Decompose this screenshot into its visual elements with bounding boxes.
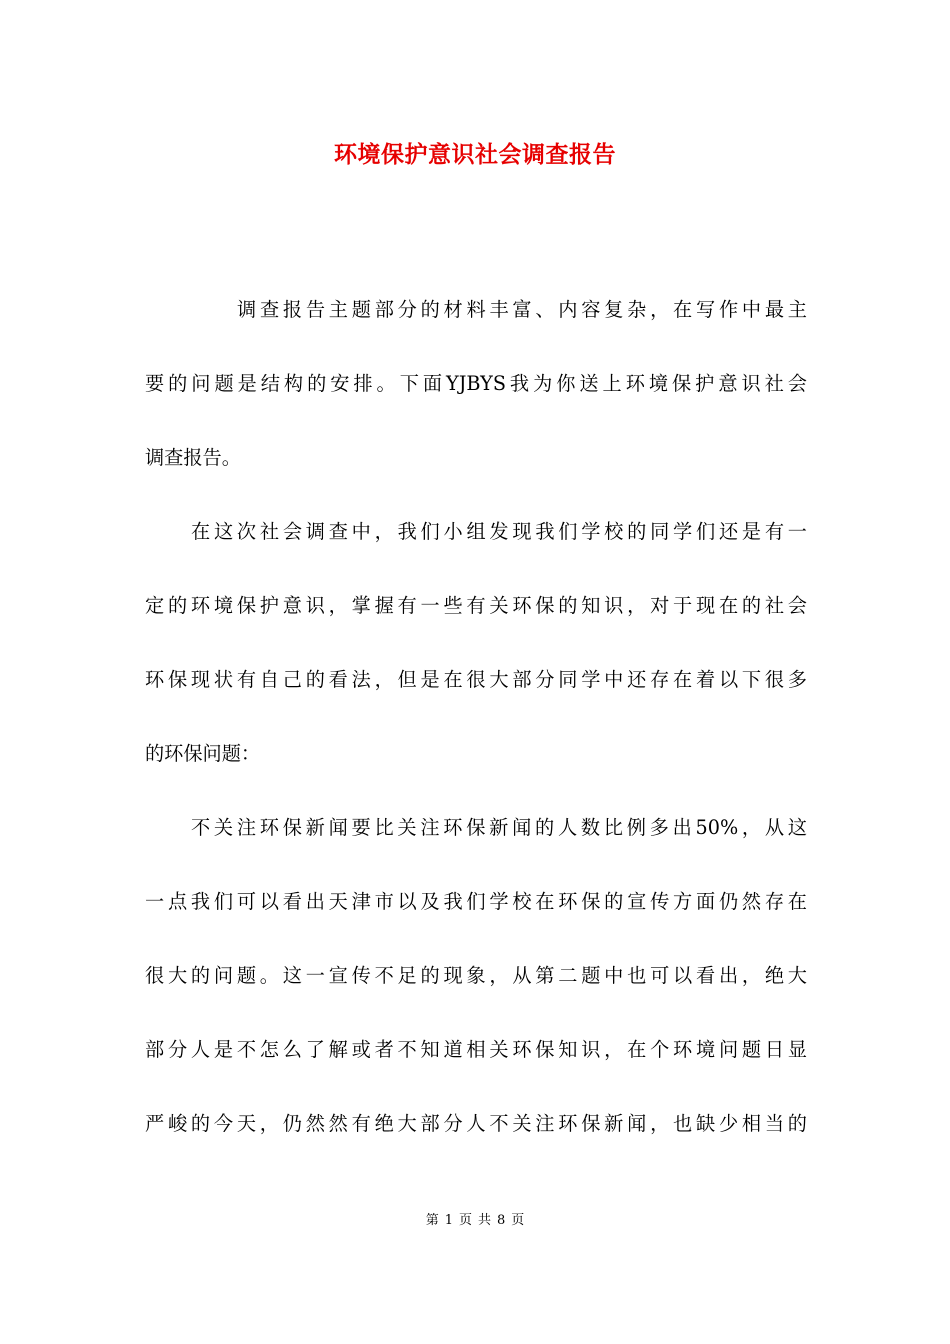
paragraph-2-line-2: 定的环境保护意识，掌握有一些有关环保的知识，对于现在的社会 [145,594,807,617]
footer-page-label: 页 [458,1213,472,1228]
page-footer [0,1209,950,1228]
paragraph-2-line-3: 环保现状有自己的看法，但是在很大部分同学中还存在着以下很多 [145,668,807,691]
paragraph-1-line-1: 调查报告主题部分的材料丰富、内容复杂，在写作中最主 [237,298,807,321]
footer-total-prefix: 共 [478,1213,492,1228]
paragraph-3-line-4: 部分人是不怎么了解或者不知道相关环保知识，在个环境问题日显 [145,1038,807,1061]
footer-total-pages: 8 [497,1213,506,1228]
document-title: 环境保护意识社会调查报告 [334,141,616,168]
footer-suffix: 页 [511,1213,525,1228]
paragraph-3-line-5: 严峻的今天，仍然然有绝大部分人不关注环保新闻，也缺少相当的 [145,1112,807,1135]
paragraph-2-line-4: 的环保问题： [145,742,261,765]
footer-current-page: 1 [444,1213,453,1228]
paragraph-2-line-1: 在这次社会调查中，我们小组发现我们学校的同学们还是有一 [191,520,807,543]
paragraph-3-line-3: 很大的问题。这一宣传不足的现象，从第二题中也可以看出，绝大 [145,964,807,987]
document-body [145,273,807,1161]
paragraph-3-line-1: 不关注环保新闻要比关注环保新闻的人数比例多出50%，从这 [191,816,807,839]
footer-prefix: 第 [425,1213,439,1228]
paragraph-1-line-2: 要的问题是结构的安排。下面YJBYS我为你送上环境保护意识社会 [145,372,807,395]
paragraph-3-line-2: 一点我们可以看出天津市以及我们学校在环保的宣传方面仍然存在 [145,890,807,913]
paragraph-1-line-3: 调查报告。 [145,446,241,469]
